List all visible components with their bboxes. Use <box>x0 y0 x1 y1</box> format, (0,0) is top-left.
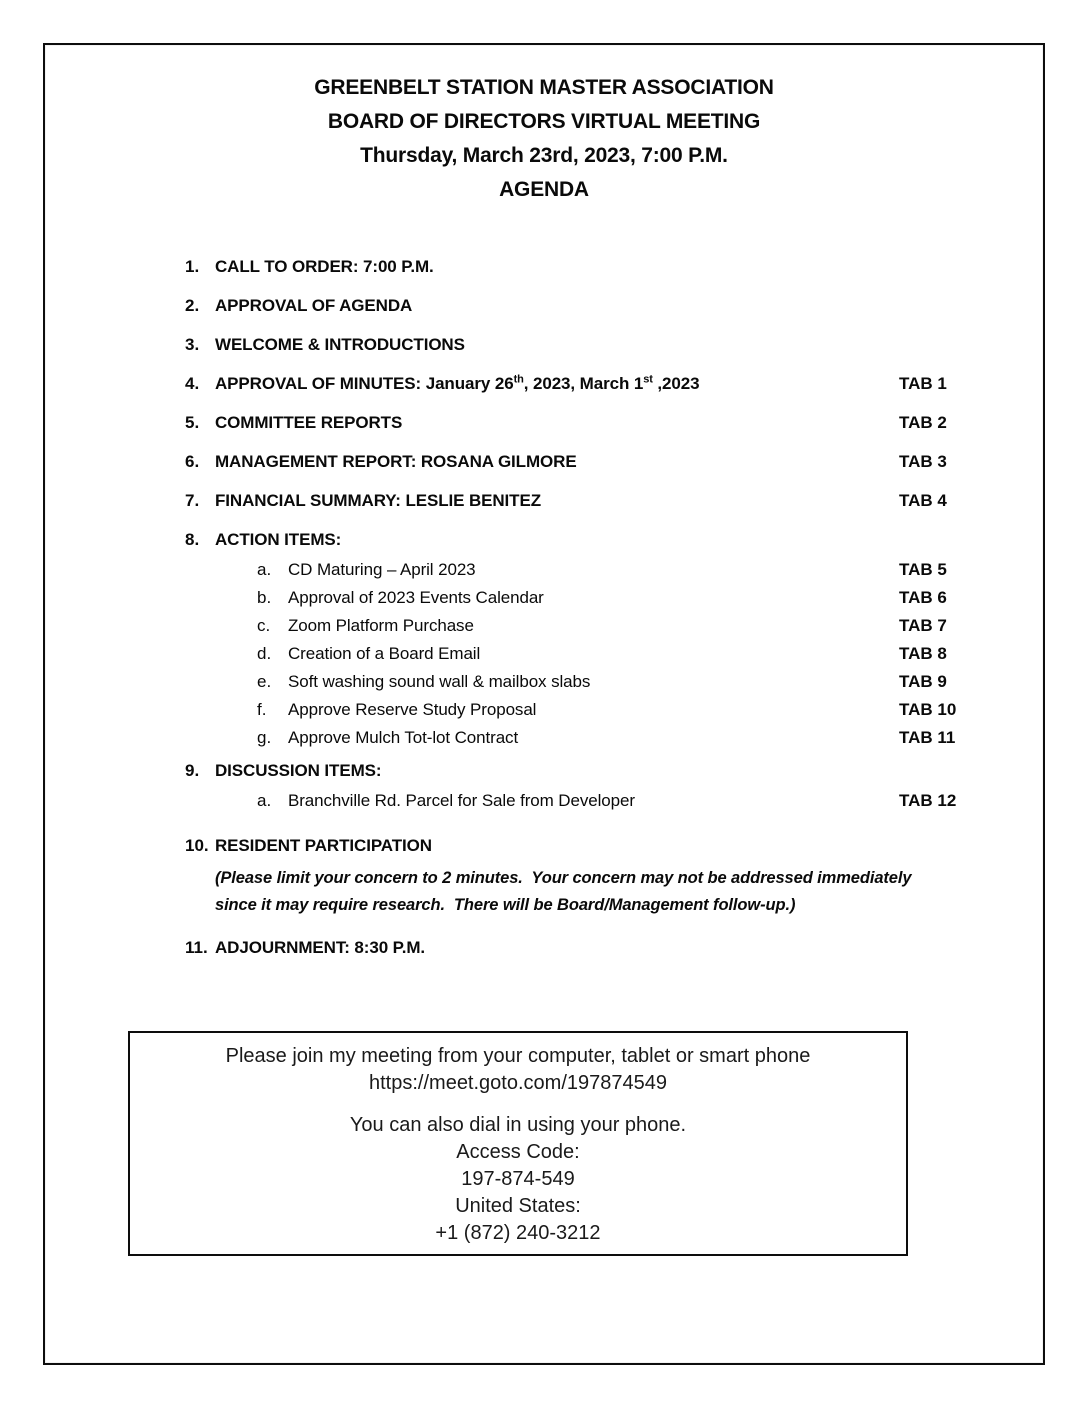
tab-reference: TAB 8 <box>899 644 947 663</box>
agenda-item-8d <box>257 644 969 664</box>
agenda-item-9a <box>257 791 969 811</box>
agenda-item-5 <box>185 413 969 433</box>
item-number: 10. <box>185 836 209 855</box>
meeting-datetime: Thursday, March 23rd, 2023, 7:00 P.M. <box>360 144 728 167</box>
note-line-2: since it may require research. There will be Board/Management follow-up.) <box>215 896 796 914</box>
country-label: United States: <box>455 1195 581 1217</box>
item-letter: c. <box>257 616 271 635</box>
tab-reference: TAB 11 <box>899 728 956 747</box>
item-number: 4. <box>185 374 200 393</box>
item-letter: e. <box>257 672 272 691</box>
item-text: MANAGEMENT REPORT: ROSANA GILMORE <box>215 452 577 471</box>
agenda-item-9 <box>185 761 969 781</box>
tab-reference: TAB 2 <box>899 413 947 432</box>
tab-reference: TAB 10 <box>899 700 957 719</box>
item-number: 1. <box>185 257 200 276</box>
item-letter: a. <box>257 791 272 810</box>
agenda-item-8b <box>257 588 969 608</box>
item-letter: a. <box>257 560 272 579</box>
item-letter: f. <box>257 700 267 719</box>
document-header <box>45 45 1043 207</box>
item-text: Zoom Platform Purchase <box>288 616 474 635</box>
item-letter: b. <box>257 588 272 607</box>
agenda-item-2 <box>185 296 969 316</box>
agenda-item-11 <box>185 938 969 958</box>
tab-reference: TAB 1 <box>899 374 947 393</box>
ordinal-suffix: st <box>643 373 653 386</box>
item-number: 5. <box>185 413 200 432</box>
item-number: 3. <box>185 335 200 354</box>
join-instruction: Please join my meeting from your computer, tablet or smart phone <box>225 1045 811 1067</box>
tab-reference: TAB 7 <box>899 616 947 635</box>
agenda-item-7 <box>185 491 969 511</box>
access-code-label: Access Code: <box>456 1141 580 1163</box>
item-text: Creation of a Board Email <box>288 644 481 663</box>
item-text: Approval of 2023 Events Calendar <box>288 588 544 607</box>
item-text: APPROVAL OF AGENDA <box>215 296 413 315</box>
item-text: APPROVAL OF MINUTES: January 26th, 2023, March 1st ,2023 <box>215 373 700 393</box>
item-number: 2. <box>185 296 200 315</box>
agenda-item-10 <box>185 836 969 856</box>
resident-participation-note <box>215 865 955 919</box>
item-number: 8. <box>185 530 200 549</box>
tab-reference: TAB 3 <box>899 452 947 471</box>
item-text: Branchville Rd. Parcel for Sale from Developer <box>288 791 635 810</box>
agenda-item-8g <box>257 728 969 748</box>
item-text: COMMITTEE REPORTS <box>215 413 403 432</box>
agenda-list <box>185 257 969 958</box>
item-text: Approve Reserve Study Proposal <box>288 700 537 719</box>
item-letter: d. <box>257 644 272 663</box>
meeting-info-box <box>128 1031 908 1256</box>
agenda-heading: AGENDA <box>499 178 589 201</box>
note-line-1: (Please limit your concern to 2 minutes. Your concern may not be addressed immediately <box>215 869 912 887</box>
item-text: Approve Mulch Tot-lot Contract <box>288 728 519 747</box>
page-border <box>43 43 1045 1365</box>
tab-reference: TAB 6 <box>899 588 947 607</box>
agenda-item-1 <box>185 257 969 277</box>
ordinal-suffix: th <box>513 373 524 386</box>
item-text: Soft washing sound wall & mailbox slabs <box>288 672 591 691</box>
item-number: 6. <box>185 452 200 471</box>
item-text: WELCOME & INTRODUCTIONS <box>215 335 465 354</box>
item-number: 7. <box>185 491 200 510</box>
item-text: FINANCIAL SUMMARY: LESLIE BENITEZ <box>215 491 541 510</box>
item-text: RESIDENT PARTICIPATION <box>215 836 432 855</box>
association-name: GREENBELT STATION MASTER ASSOCIATION <box>314 76 774 99</box>
box-spacer <box>130 1097 906 1112</box>
tab-reference: TAB 9 <box>899 672 947 691</box>
item-text: DISCUSSION ITEMS: <box>215 761 382 780</box>
agenda-item-8 <box>185 530 969 550</box>
item-text: CD Maturing – April 2023 <box>288 560 476 579</box>
agenda-item-8e <box>257 672 969 692</box>
dial-in-instruction: You can also dial in using your phone. <box>349 1114 687 1136</box>
meeting-url: https://meet.goto.com/197874549 <box>369 1072 667 1094</box>
agenda-item-4 <box>185 374 969 394</box>
item-text: ACTION ITEMS: <box>215 530 342 549</box>
access-code-value: 197-874-549 <box>461 1168 575 1190</box>
agenda-item-6 <box>185 452 969 472</box>
agenda-item-3 <box>185 335 969 355</box>
agenda-item-8a <box>257 560 969 580</box>
item-text: ADJOURNMENT: 8:30 P.M. <box>215 938 426 957</box>
agenda-item-8c <box>257 616 969 636</box>
item-number: 9. <box>185 761 200 780</box>
meeting-type: BOARD OF DIRECTORS VIRTUAL MEETING <box>327 110 761 133</box>
phone-number: +1 (872) 240-3212 <box>435 1222 601 1244</box>
agenda-item-8f <box>257 700 969 720</box>
item-number: 11. <box>185 938 208 957</box>
tab-reference: TAB 4 <box>899 491 947 510</box>
tab-reference: TAB 12 <box>899 791 957 810</box>
item-letter: g. <box>257 728 272 747</box>
tab-reference: TAB 5 <box>899 560 947 579</box>
item-text: CALL TO ORDER: 7:00 P.M. <box>215 257 434 276</box>
